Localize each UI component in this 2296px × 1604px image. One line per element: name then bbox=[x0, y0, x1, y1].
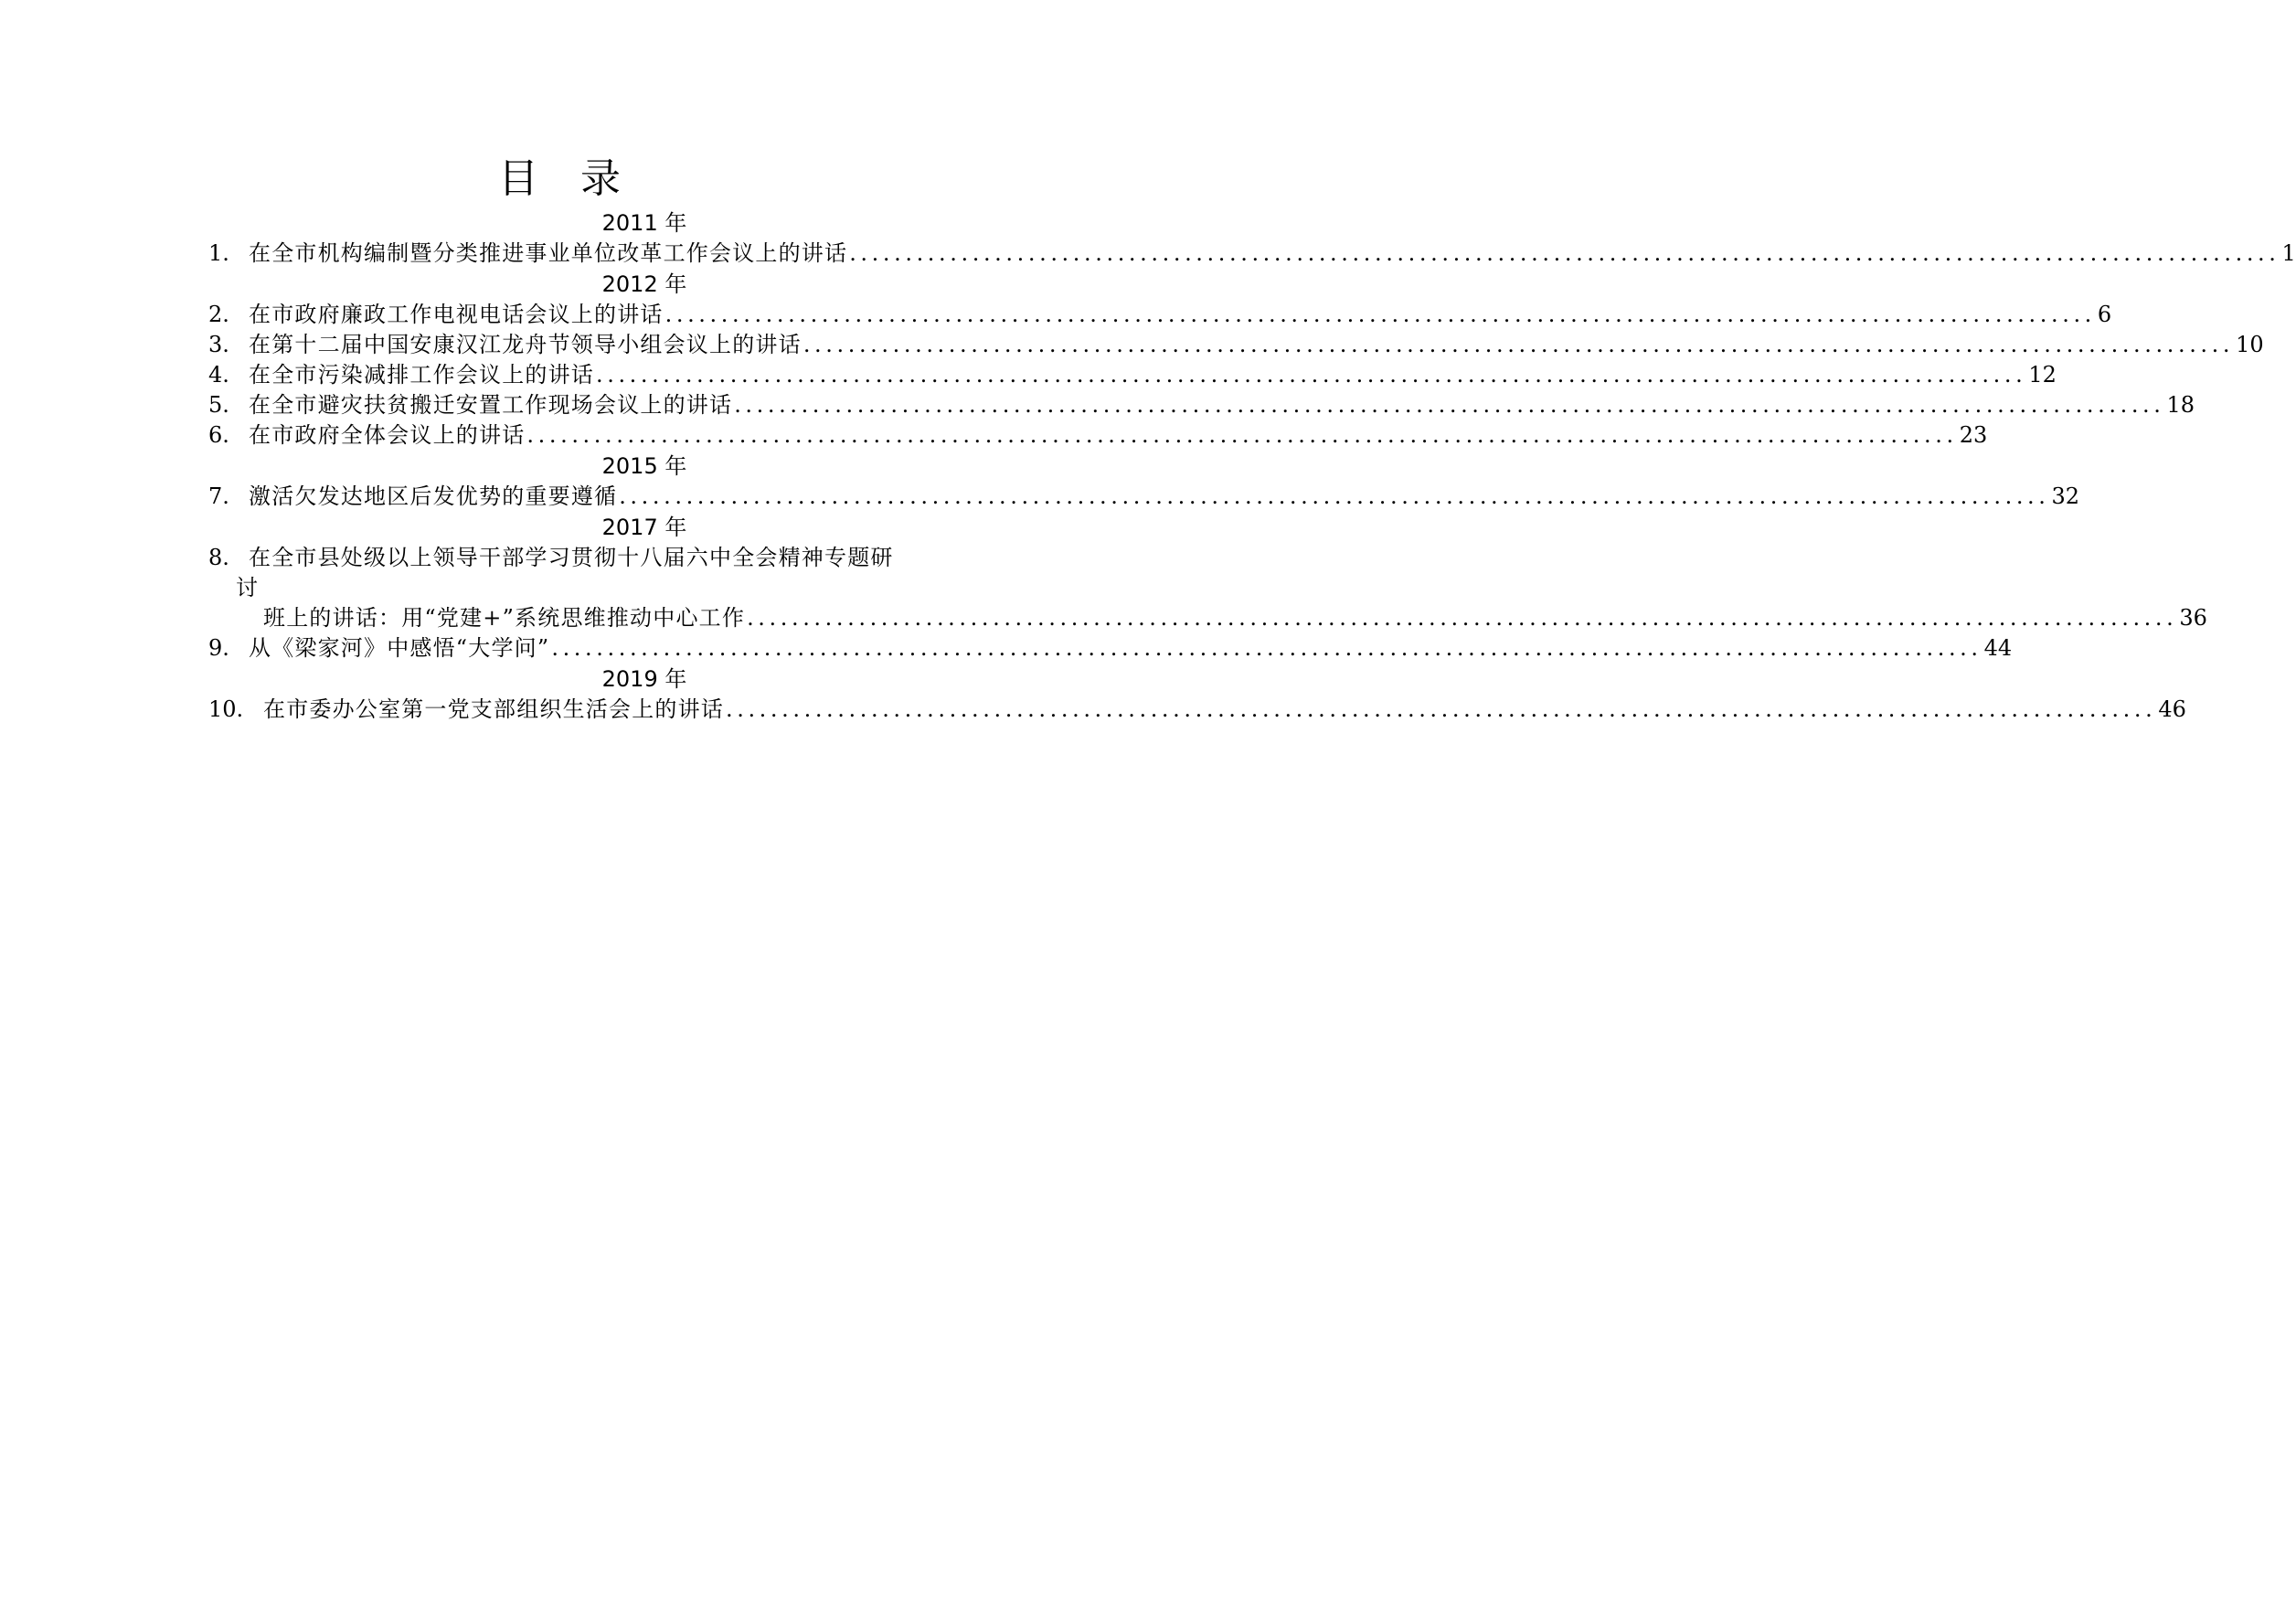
entry-number: 10. bbox=[208, 696, 244, 722]
entry-page-number: 1 bbox=[2281, 240, 2296, 266]
entry-number: 7. bbox=[208, 483, 229, 509]
toc-entry[interactable] bbox=[208, 300, 2112, 330]
toc-title: 目 录 bbox=[498, 155, 635, 202]
entry-title: 在第十二届中国安康汉江龙舟节领导小组会议上的讲话 bbox=[249, 332, 802, 357]
entry-last-line bbox=[208, 603, 2207, 633]
dot-leader: ................................................................................................................................ bbox=[726, 696, 2157, 722]
toc-entry[interactable] bbox=[208, 360, 2057, 390]
entry-page-number: 6 bbox=[2097, 302, 2112, 327]
toc-entry[interactable] bbox=[208, 239, 2296, 269]
year-heading: 2011 年 bbox=[601, 210, 687, 236]
toc-entry[interactable] bbox=[208, 543, 2207, 633]
table-of-contents bbox=[208, 207, 2296, 725]
entry-page-number: 12 bbox=[2028, 362, 2057, 388]
entry-title-line3: 班上的讲话：用“党建+”系统思维推动中心工作 bbox=[263, 605, 746, 631]
entry-page-number: 18 bbox=[2166, 392, 2195, 418]
entry-number: 1. bbox=[208, 240, 229, 266]
entry-page-number: 44 bbox=[1983, 635, 2013, 661]
entry-first-line bbox=[208, 543, 1077, 573]
toc-entry[interactable] bbox=[208, 390, 2195, 420]
year-heading: 2019 年 bbox=[601, 666, 687, 692]
entry-page-number: 46 bbox=[2158, 696, 2186, 722]
entry-title: 在全市污染减排工作会议上的讲话 bbox=[249, 362, 594, 388]
entry-title: 在全市机构编制暨分类推进事业单位改革工作会议上的讲话 bbox=[249, 240, 848, 266]
entry-title: 在市政府全体会议上的讲话 bbox=[249, 422, 526, 448]
toc-entry[interactable] bbox=[208, 420, 1988, 451]
dot-leader: ................................................................................................................................ bbox=[849, 240, 2280, 266]
entry-page-number: 32 bbox=[2051, 483, 2080, 509]
entry-title: 在市委办公室第一党支部组织生活会上的讲话 bbox=[263, 696, 724, 722]
toc-entry[interactable] bbox=[208, 482, 2080, 512]
entry-page-number: 36 bbox=[2179, 605, 2207, 631]
entry-title: 从《梁家河》中感悟“大学问” bbox=[249, 635, 550, 661]
entry-page-number: 10 bbox=[2236, 332, 2264, 357]
toc-entry[interactable] bbox=[208, 330, 2264, 360]
toc-entry[interactable] bbox=[208, 633, 2013, 664]
entry-number: 6. bbox=[208, 422, 229, 448]
dot-leader: ................................................................................................................................ bbox=[747, 605, 2178, 631]
entry-title: 激活欠发达地区后发优势的重要遵循 bbox=[249, 483, 618, 509]
dot-leader: ................................................................................................................................ bbox=[526, 422, 1958, 448]
entry-number: 2. bbox=[208, 302, 229, 327]
entry-number: 4. bbox=[208, 362, 229, 388]
entry-title-line2: 讨 bbox=[236, 575, 260, 600]
dot-leader: ................................................................................................................................ bbox=[551, 635, 1982, 661]
dot-leader: ................................................................................................................................ bbox=[803, 332, 2235, 357]
entry-number: 9. bbox=[208, 635, 229, 661]
dot-leader: ................................................................................................................................ bbox=[734, 392, 2165, 418]
entry-title: 在市政府廉政工作电视电话会议上的讲话 bbox=[249, 302, 664, 327]
entry-title: 在全市避灾扶贫搬迁安置工作现场会议上的讲话 bbox=[249, 392, 733, 418]
entry-number: 5. bbox=[208, 392, 229, 418]
year-heading: 2015 年 bbox=[601, 453, 687, 479]
dot-leader: ................................................................................................................................ bbox=[664, 302, 2096, 327]
dot-leader: ................................................................................................................................ bbox=[619, 483, 2050, 509]
entry-number: 8. bbox=[208, 545, 229, 570]
toc-entry[interactable] bbox=[208, 695, 2186, 725]
entry-number: 3. bbox=[208, 332, 229, 357]
year-heading: 2017 年 bbox=[601, 515, 687, 540]
year-heading: 2012 年 bbox=[601, 271, 687, 297]
entry-page-number: 23 bbox=[1959, 422, 1988, 448]
dot-leader: ................................................................................................................................ bbox=[596, 362, 2027, 388]
entry-title-line1: 在全市县处级以上领导干部学习贯彻十八届六中全会精神专题研 bbox=[249, 545, 894, 570]
